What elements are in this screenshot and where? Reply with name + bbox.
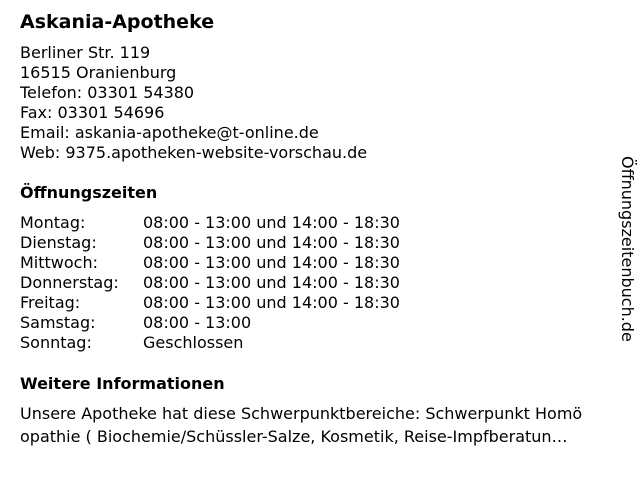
hours-row-thursday bbox=[20, 273, 460, 293]
brand-text: Öffnungszeitenbuch.de bbox=[618, 156, 637, 342]
street-address: Berliner Str. 119 bbox=[20, 43, 151, 62]
hours-time: 08:00 - 13:00 und 14:00 - 18:30 bbox=[143, 233, 400, 252]
contact-block bbox=[20, 43, 367, 163]
hours-day: Montag: bbox=[20, 213, 86, 232]
hours-time: 08:00 - 13:00 und 14:00 - 18:30 bbox=[143, 253, 400, 272]
hours-time: 08:00 - 13:00 und 14:00 - 18:30 bbox=[143, 293, 400, 312]
brand-watermark bbox=[614, 134, 640, 364]
hours-row-tuesday bbox=[20, 233, 460, 253]
hours-day: Mittwoch: bbox=[20, 253, 98, 272]
hours-day: Samstag: bbox=[20, 313, 96, 332]
hours-row-monday bbox=[20, 213, 460, 233]
hours-day: Sonntag: bbox=[20, 333, 92, 352]
fax-number: Fax: 03301 54696 bbox=[20, 103, 165, 122]
hours-row-wednesday bbox=[20, 253, 460, 273]
hours-day: Donnerstag: bbox=[20, 273, 119, 292]
phone-number: Telefon: 03301 54380 bbox=[20, 83, 195, 102]
more-info-heading: Weitere Informationen bbox=[20, 374, 225, 393]
more-info-line: opathie ( Biochemie/Schüssler-Salze, Kosmetik, Reise-Impfberatun… bbox=[20, 427, 568, 446]
hours-time: Geschlossen bbox=[143, 333, 244, 352]
hours-time: 08:00 - 13:00 bbox=[143, 313, 252, 332]
hours-row-friday bbox=[20, 293, 460, 313]
opening-hours-table bbox=[20, 213, 460, 353]
email-address: Email: askania-apotheke@t-online.de bbox=[20, 123, 319, 142]
hours-time: 08:00 - 13:00 und 14:00 - 18:30 bbox=[143, 273, 400, 292]
opening-hours-heading: Öffnungszeiten bbox=[20, 183, 158, 202]
pharmacy-name: Askania-Apotheke bbox=[20, 11, 215, 33]
city-address: 16515 Oranienburg bbox=[20, 63, 177, 82]
hours-day: Freitag: bbox=[20, 293, 81, 312]
more-info-text bbox=[20, 402, 630, 448]
hours-day: Dienstag: bbox=[20, 233, 97, 252]
hours-row-sunday bbox=[20, 333, 460, 353]
more-info-line: Unsere Apotheke hat diese Schwerpunktbereiche: Schwerpunkt Homö bbox=[20, 404, 583, 423]
hours-row-saturday bbox=[20, 313, 460, 333]
website-address: Web: 9375.apotheken-website-vorschau.de bbox=[20, 143, 368, 162]
hours-time: 08:00 - 13:00 und 14:00 - 18:30 bbox=[143, 213, 400, 232]
